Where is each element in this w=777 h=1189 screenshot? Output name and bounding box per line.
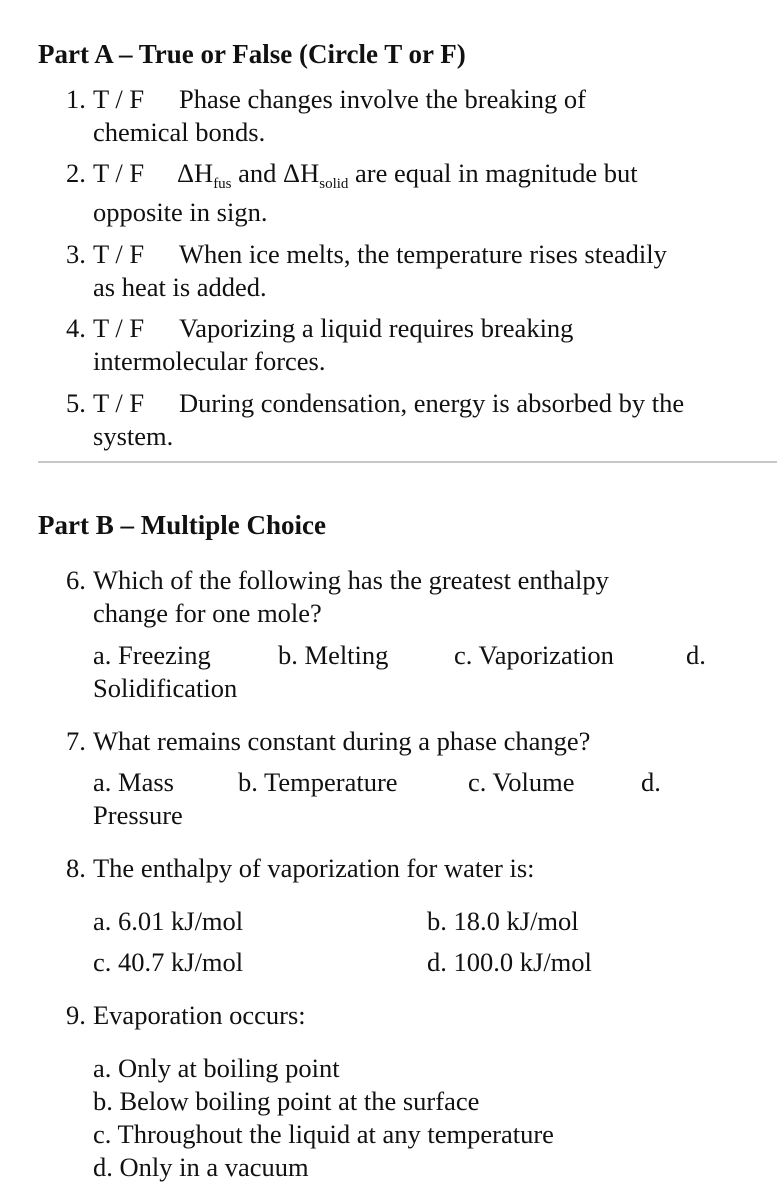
question-number: 6. [66, 565, 86, 595]
question-text-cont: as heat is added. [93, 272, 267, 302]
question-number: 2. [66, 158, 86, 188]
question-text-cont: chemical bonds. [93, 117, 266, 147]
question-text-cont: system. [93, 421, 174, 451]
question-text: When ice melts, the temperature rises steadily [179, 239, 667, 269]
question-text: What remains constant during a phase change? [93, 726, 591, 756]
question-number: 1. [66, 84, 86, 114]
conjunction: and [231, 158, 284, 188]
option-a[interactable]: a. Freezing [93, 640, 211, 670]
question-text-cont: change for one mole? [93, 598, 322, 628]
option-d[interactable]: d. Only in a vacuum [93, 1152, 309, 1182]
option-b[interactable]: b. 18.0 kJ/mol [427, 906, 579, 936]
question-text: During condensation, energy is absorbed by the [179, 388, 685, 418]
question-text: The enthalpy of vaporization for water is: [93, 853, 535, 883]
question-text-cont: intermolecular forces. [93, 346, 326, 376]
true-false-choice[interactable]: T / F [93, 313, 145, 343]
true-false-choice[interactable]: T / F [93, 158, 145, 188]
option-c[interactable]: c. Throughout the liquid at any temperature [93, 1119, 554, 1149]
question-number: 4. [66, 313, 86, 343]
question-text: Phase changes involve the breaking of [179, 84, 586, 114]
option-d-text[interactable]: Solidification [93, 673, 238, 703]
option-a[interactable]: a. Mass [93, 767, 174, 797]
option-b[interactable]: b. Below boiling point at the surface [93, 1086, 480, 1116]
subscript-solid: solid [319, 176, 349, 192]
true-false-choice[interactable]: T / F [93, 84, 145, 114]
question-text: Evaporation occurs: [93, 1000, 306, 1030]
option-c[interactable]: c. 40.7 kJ/mol [93, 947, 244, 977]
question-text: Which of the following has the greatest enthalpy [93, 565, 609, 595]
question-text: Vaporizing a liquid requires breaking [179, 313, 574, 343]
option-c[interactable]: c. Volume [468, 767, 575, 797]
true-false-choice[interactable]: T / F [93, 388, 145, 418]
question-text [177, 157, 638, 192]
question-text-rest: are equal in magnitude but [348, 158, 638, 188]
option-a[interactable]: a. 6.01 kJ/mol [93, 906, 244, 936]
option-b[interactable]: b. Melting [278, 640, 389, 670]
option-d[interactable]: d. [686, 640, 706, 670]
question-number: 5. [66, 388, 86, 418]
part-b-heading: Part B – Multiple Choice [38, 510, 326, 540]
option-a[interactable]: a. Only at boiling point [93, 1053, 340, 1083]
option-c[interactable]: c. Vaporization [454, 640, 614, 670]
option-d[interactable]: d. 100.0 kJ/mol [427, 947, 592, 977]
part-a-heading: Part A – True or False (Circle T or F) [38, 39, 466, 69]
question-number: 7. [66, 726, 86, 756]
question-number: 3. [66, 239, 86, 269]
question-text-cont: opposite in sign. [93, 197, 268, 227]
question-number: 8. [66, 853, 86, 883]
delta-h-fus: ΔH [177, 158, 214, 188]
subscript-fus: fus [213, 176, 232, 192]
true-false-choice[interactable]: T / F [93, 239, 145, 269]
option-d-text[interactable]: Pressure [93, 800, 183, 830]
option-d[interactable]: d. [641, 767, 661, 797]
delta-h-solid: ΔH [283, 158, 320, 188]
section-divider [38, 461, 777, 463]
question-number: 9. [66, 1000, 86, 1030]
option-b[interactable]: b. Temperature [238, 767, 398, 797]
